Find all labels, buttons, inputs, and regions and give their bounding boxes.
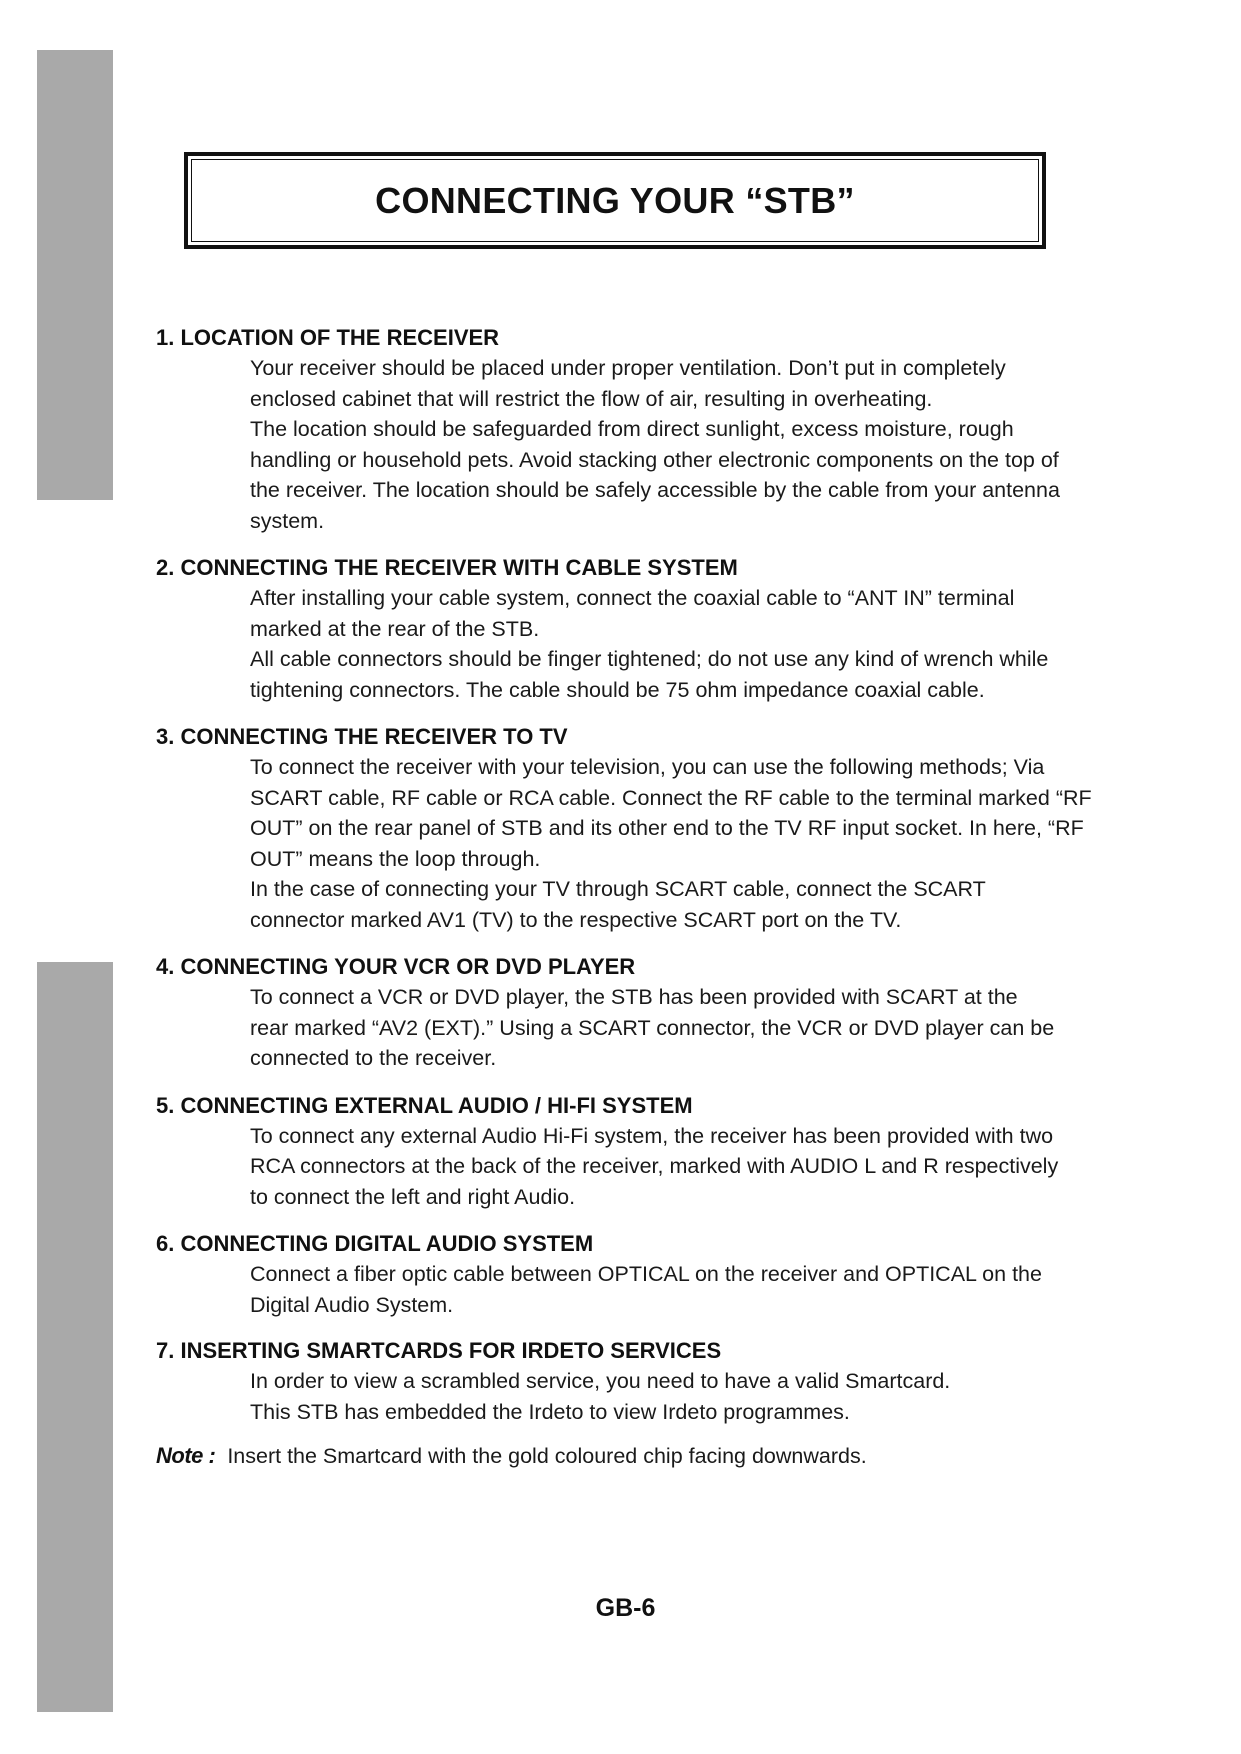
- body-line: Your receiver should be placed under proper ventilation. Don’t put in completely: [250, 356, 1006, 380]
- section-heading: 2. CONNECTING THE RECEIVER WITH CABLE SYSTEM: [156, 555, 738, 580]
- section-external-audio: [156, 1091, 1146, 1213]
- section-heading: 3. CONNECTING THE RECEIVER TO TV: [156, 724, 568, 749]
- section-heading: 4. CONNECTING YOUR VCR OR DVD PLAYER: [156, 954, 636, 979]
- section-body: [156, 353, 1146, 536]
- side-tab-top: [37, 50, 113, 500]
- body-line: The location should be safeguarded from direct sunlight, excess moisture, rough: [250, 417, 1014, 441]
- section-heading: 5. CONNECTING EXTERNAL AUDIO / HI-FI SYSTEM: [156, 1092, 693, 1118]
- body-line: All cable connectors should be finger tightened; do not use any kind of wrench while: [250, 647, 1049, 671]
- body-line: connector marked AV1 (TV) to the respective SCART port on the TV.: [250, 907, 902, 932]
- body-line: OUT” means the loop through.: [250, 846, 541, 871]
- body-line: To connect any external Audio Hi-Fi system, the receiver has been provided with two: [250, 1123, 1054, 1148]
- body-line: This STB has embedded the Irdeto to view Irdeto programmes.: [250, 1399, 850, 1424]
- body-line: To connect a VCR or DVD player, the STB has been provided with SCART at the: [250, 985, 1018, 1009]
- section-body: [156, 583, 1146, 705]
- body-line: system.: [250, 508, 325, 533]
- body-line: SCART cable, RF cable or RCA cable. Connect the RF cable to the terminal marked “RF: [250, 785, 1092, 810]
- section-body: [156, 752, 1146, 935]
- title-box: [184, 152, 1046, 249]
- note-label: Note :: [156, 1443, 216, 1468]
- page-number: GB-6: [595, 1594, 656, 1622]
- body-line: To connect the receiver with your television, you can use the following methods; Via: [250, 755, 1045, 779]
- section-body: [156, 1121, 1146, 1213]
- body-line: Connect a fiber optic cable between OPTICAL on the receiver and OPTICAL on the: [250, 1262, 1042, 1286]
- section-tv: [156, 722, 1146, 935]
- title-inner-frame: [191, 159, 1039, 242]
- body-line: the receiver. The location should be safely accessible by the cable from your antenna: [250, 478, 1060, 502]
- section-heading: 1. LOCATION OF THE RECEIVER: [156, 325, 500, 350]
- section-smartcards: [156, 1336, 1146, 1427]
- body-line: In order to view a scrambled service, you need to have a valid Smartcard.: [250, 1369, 951, 1393]
- body-line: RCA connectors at the back of the receiver, marked with AUDIO L and R respectively: [250, 1154, 1059, 1178]
- note: [156, 1441, 1146, 1471]
- section-location: [156, 323, 1146, 536]
- body-line: rear marked “AV2 (EXT).” Using a SCART connector, the VCR or DVD player can be: [250, 1015, 1055, 1040]
- section-cable-system: [156, 553, 1146, 705]
- body-line: to connect the left and right Audio.: [250, 1184, 576, 1209]
- body-line: After installing your cable system, connect the coaxial cable to “ANT IN” terminal: [250, 586, 1015, 610]
- body-line: connected to the receiver.: [250, 1046, 497, 1070]
- page-title: CONNECTING YOUR “STB”: [375, 179, 855, 221]
- section-heading: 7. INSERTING SMARTCARDS FOR IRDETO SERVICES: [156, 1338, 722, 1363]
- note-text: Insert the Smartcard with the gold coloured chip facing downwards.: [227, 1444, 867, 1468]
- section-vcr-dvd: [156, 952, 1146, 1074]
- body-line: In the case of connecting your TV through SCART cable, connect the SCART: [250, 877, 986, 901]
- section-body: [156, 1366, 1146, 1427]
- body-line: Digital Audio System.: [250, 1292, 454, 1317]
- section-body: [156, 1259, 1146, 1320]
- content: [156, 323, 1146, 1471]
- section-digital-audio: [156, 1229, 1146, 1320]
- body-line: OUT” on the rear panel of STB and its other end to the TV RF input socket. In here, “RF: [250, 816, 1084, 840]
- body-line: handling or household pets. Avoid stacking other electronic components on the top of: [250, 447, 1059, 472]
- section-body: [156, 982, 1146, 1074]
- body-line: tightening connectors. The cable should be 75 ohm impedance coaxial cable.: [250, 677, 985, 702]
- section-heading: 6. CONNECTING DIGITAL AUDIO SYSTEM: [156, 1231, 594, 1256]
- body-line: marked at the rear of the STB.: [250, 616, 540, 641]
- body-line: enclosed cabinet that will restrict the flow of air, resulting in overheating.: [250, 386, 933, 411]
